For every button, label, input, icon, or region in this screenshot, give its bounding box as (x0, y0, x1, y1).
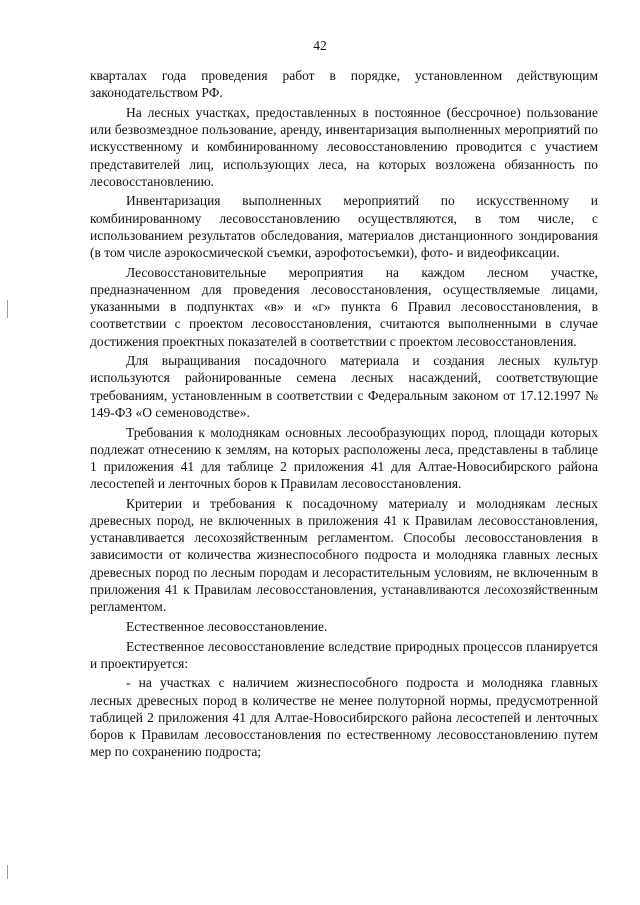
paragraph-criteria: Критерии и требования к посадочному материалу и молоднякам лесных древесных пород, не включенных в приложения 41 к Правилам лесовосстановления, устанавливается лесохозяйственным регламентом. Способы лесовосстановления в зависимости от количества жизнеспособного подроста и молодняка главных лесных древесных пород по лесным породам и лесорастительным условиям, не включенным в приложения 41 к Правилам лесовосстановления, устанавливаются лесохозяйственным регламентом. (90, 495, 598, 615)
scan-edge-mark (7, 300, 8, 318)
paragraph-inventory: Инвентаризация выполненных мероприятий по искусственному и комбинированному лесовосстановлению осуществляются, в том числе, с использованием результатов обследования, материалов дистанционного зондирования (в том числе аэрокосмической съемки, аэрофотосъемки), фото- и видеофиксации. (90, 193, 598, 261)
scan-edge-mark (7, 865, 8, 879)
paragraph-seeds: Для выращивания посадочного материала и создания лесных культур используются районированные семена лесных насаждений, соответствующие требованиям, установленным в соответствии с Федеральным законом от 17.12.1997 № 149-ФЗ «О семеноводстве». (90, 353, 598, 420)
page-number: 42 (313, 38, 327, 53)
paragraph-continuation: кварталах года проведения работ в порядке, установленном действующим законодательством РФ. (90, 68, 598, 101)
paragraph-young-stand-requirements: Требования к молоднякам основных лесообразующих пород, площади которых подлежат отнесению к землям, на которых расположены леса, представлены в таблице 1 приложения 41 для таблице 2 приложения 41 для Алтае-Новосибирского района лесостепей и ленточных боров к Правилам лесовосстановления. (90, 424, 598, 492)
document-body (90, 67, 598, 763)
paragraph-reforestation-measures: Лесовосстановительные мероприятия на каждом лесном участке, предназначенном для проведения лесовосстановления, осуществляемые лицами, указанными в подпунктах «в» и «г» пункта 6 Правил лесовосстановления, в соответствии с проектом лесовосстановления, считаются выполненными в случае достижения проектных показателей в соответствии с проектом лесовосстановления. (90, 264, 598, 349)
paragraph-leased-plots: На лесных участках, предоставленных в постоянное (бессрочное) пользование или безвозмездное пользование, аренду, инвентаризация выполненных мероприятий по искусственному и комбинированному лесовосстановлению проводится с участием представителей лиц, использующих леса, на которых возложена обязанность по лесовосстановлению. (90, 104, 598, 189)
paragraph-natural-heading: Естественное лесовосстановление. (126, 618, 328, 634)
paragraph-natural-planning: Естественное лесовосстановление вследствие природных процессов планируется и проектируется: (90, 638, 598, 671)
paragraph-list-item-undergrowth: - на участках с наличием жизнеспособного подроста и молодняка главных лесных древесных пород в количестве не менее полуторной нормы, предусмотренной таблицей 2 приложения 41 для Алтае-Новосибирского района лесостепей и ленточных боров к Правилам лесовосстановления по естественному лесовосстановлению путем мер по сохранению подроста; (90, 675, 598, 760)
